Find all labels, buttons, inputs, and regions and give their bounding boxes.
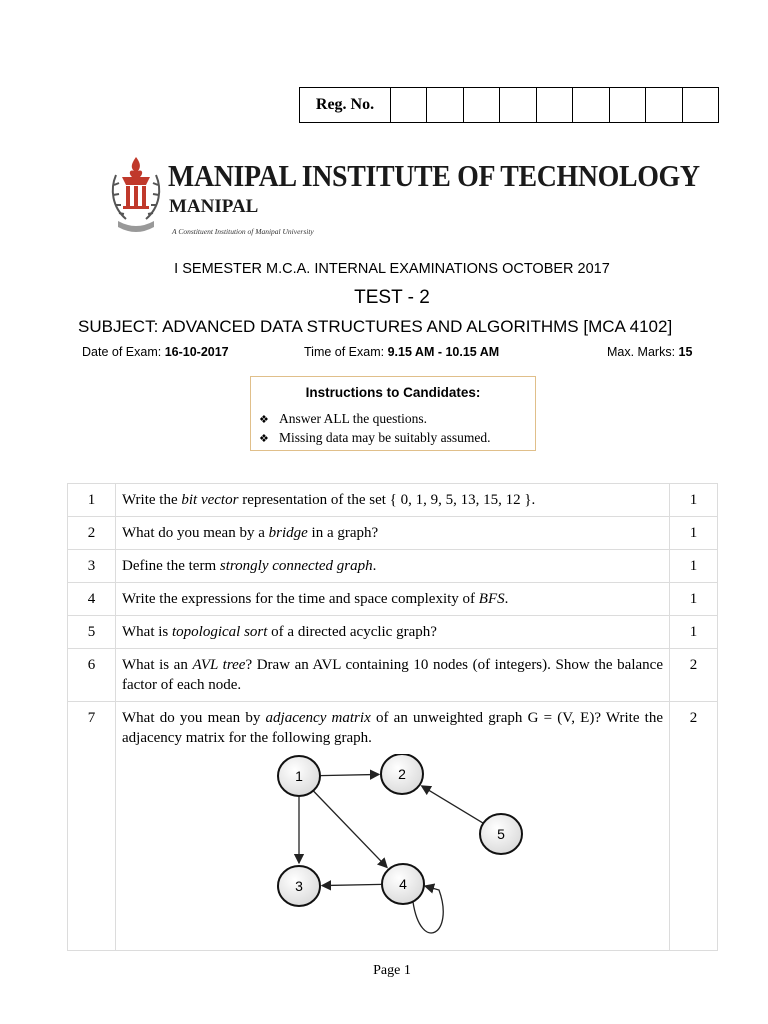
exam-date-label: Date of Exam: <box>82 345 165 359</box>
max-marks-label: Max. Marks: <box>607 345 679 359</box>
reg-no-digit-cell[interactable] <box>391 88 427 122</box>
graph-node-label: 2 <box>398 766 406 782</box>
question-term: BFS <box>478 591 505 607</box>
graph-node <box>382 864 424 904</box>
exam-date-value: 16-10-2017 <box>164 345 229 359</box>
reg-no-digit-cell[interactable] <box>464 88 500 122</box>
question-fragment: What is <box>122 624 172 640</box>
instructions-title: Instructions to Candidates: <box>305 385 481 400</box>
question-number: 1 <box>68 484 116 517</box>
graph-node-label: 5 <box>497 826 505 842</box>
mit-emblem-icon <box>108 155 164 239</box>
reg-no-label: Reg. No. <box>300 88 391 122</box>
question-term: adjacency matrix <box>265 710 371 726</box>
question-body <box>122 556 663 576</box>
question-row <box>68 583 718 616</box>
question-marks: 1 <box>670 550 718 583</box>
graph-edge <box>422 786 483 823</box>
question-row <box>68 616 718 649</box>
graph-edge <box>322 884 382 885</box>
question-body <box>122 655 663 695</box>
question-text <box>116 484 670 517</box>
reg-no-digit-cell[interactable] <box>610 88 646 122</box>
question-fragment: What do you mean by a <box>122 525 269 541</box>
question-fragment: of a directed acyclic graph? <box>267 624 437 640</box>
question-term: bit vector <box>181 492 239 508</box>
graph-node <box>278 756 320 796</box>
reg-no-box <box>299 87 719 123</box>
question-row <box>68 649 718 702</box>
question-row <box>68 702 718 951</box>
question-text <box>116 550 670 583</box>
graph-edge <box>320 774 379 775</box>
question-fragment: representation of the set { 0, 1, 9, 5, 13, 15, 12 }. <box>238 492 536 508</box>
question-fragment: Write the <box>122 492 182 508</box>
question-number: 2 <box>68 517 116 550</box>
question-fragment: . <box>504 591 509 607</box>
diamond-bullet-icon: ❖ <box>259 433 269 445</box>
directed-graph <box>122 754 542 944</box>
question-term: topological sort <box>172 624 268 640</box>
test-title: TEST - 2 <box>354 287 430 308</box>
questions-body <box>68 484 718 951</box>
question-fragment: . <box>372 558 377 574</box>
question-text <box>116 649 670 702</box>
page-number: Page 1 <box>373 963 411 978</box>
instructions-box <box>250 376 536 451</box>
subject-line: SUBJECT: ADVANCED DATA STRUCTURES AND ALGORITHMS [MCA 4102] <box>78 317 673 336</box>
reg-no-digit-cell[interactable] <box>573 88 609 122</box>
question-marks: 2 <box>670 702 718 951</box>
question-fragment: ? Draw an AVL containing 10 nodes (of integers). Show the balance factor of each node. <box>122 657 663 693</box>
question-marks: 1 <box>670 583 718 616</box>
institute-location: MANIPAL <box>169 196 259 217</box>
question-number: 3 <box>68 550 116 583</box>
question-text <box>116 702 670 951</box>
institute-name: MANIPAL INSTITUTE OF TECHNOLOGY <box>168 158 700 193</box>
question-row <box>68 484 718 517</box>
institute-tagline: A Constituent Institution of Manipal University <box>172 227 314 236</box>
question-term: AVL tree <box>192 657 246 673</box>
question-number: 4 <box>68 583 116 616</box>
question-fragment: Write the expressions for the time and space complexity of <box>122 591 479 607</box>
exam-date <box>82 345 229 359</box>
exam-time <box>304 345 499 359</box>
question-body <box>122 589 663 609</box>
question-marks: 2 <box>670 649 718 702</box>
questions-table <box>67 483 718 951</box>
question-text <box>116 583 670 616</box>
question-fragment: of an unweighted graph G = (V, E)? Write the adjacency matrix for the following graph. <box>122 710 664 746</box>
question-marks: 1 <box>670 616 718 649</box>
question-body <box>122 622 663 642</box>
exam-time-value: 9.15 AM - 10.15 AM <box>387 345 500 359</box>
question-number: 7 <box>68 702 116 951</box>
instructions-list <box>259 410 535 448</box>
diamond-bullet-icon: ❖ <box>259 414 269 426</box>
graph-node <box>278 866 320 906</box>
graph-node-label: 4 <box>399 876 407 892</box>
question-row <box>68 517 718 550</box>
question-fragment: in a graph? <box>307 525 379 541</box>
question-fragment: What is an <box>122 657 193 673</box>
instruction-text: Missing data may be suitably assumed. <box>279 430 491 445</box>
reg-no-digit-cell[interactable] <box>646 88 682 122</box>
reg-no-digit-cell[interactable] <box>683 88 718 122</box>
graph-node <box>480 814 522 854</box>
reg-no-digit-cell[interactable] <box>427 88 463 122</box>
reg-no-digit-cell[interactable] <box>537 88 573 122</box>
instruction-item <box>259 410 535 429</box>
question-fragment: Define the term <box>122 558 220 574</box>
question-text <box>116 616 670 649</box>
question-fragment: What do you mean by <box>122 710 266 726</box>
graph-node-label: 1 <box>295 768 303 784</box>
question-marks: 1 <box>670 517 718 550</box>
graph-edge <box>314 791 387 867</box>
question-number: 5 <box>68 616 116 649</box>
reg-no-digit-cell[interactable] <box>500 88 536 122</box>
exam-time-label: Time of Exam: <box>304 345 388 359</box>
question-body <box>122 490 663 510</box>
question-term: strongly connected graph <box>219 558 373 574</box>
question-body <box>122 708 663 748</box>
max-marks-value: 15 <box>678 345 693 359</box>
instruction-text: Answer ALL the questions. <box>279 411 427 426</box>
question-term: bridge <box>268 525 308 541</box>
graph-node <box>381 754 423 794</box>
instruction-item <box>259 429 535 448</box>
question-number: 6 <box>68 649 116 702</box>
question-body <box>122 523 663 543</box>
semester-line: I SEMESTER M.C.A. INTERNAL EXAMINATIONS OCTOBER 2017 <box>174 261 610 277</box>
question-row <box>68 550 718 583</box>
question-text <box>116 517 670 550</box>
question-marks: 1 <box>670 484 718 517</box>
graph-node-label: 3 <box>295 878 303 894</box>
max-marks <box>607 345 692 359</box>
